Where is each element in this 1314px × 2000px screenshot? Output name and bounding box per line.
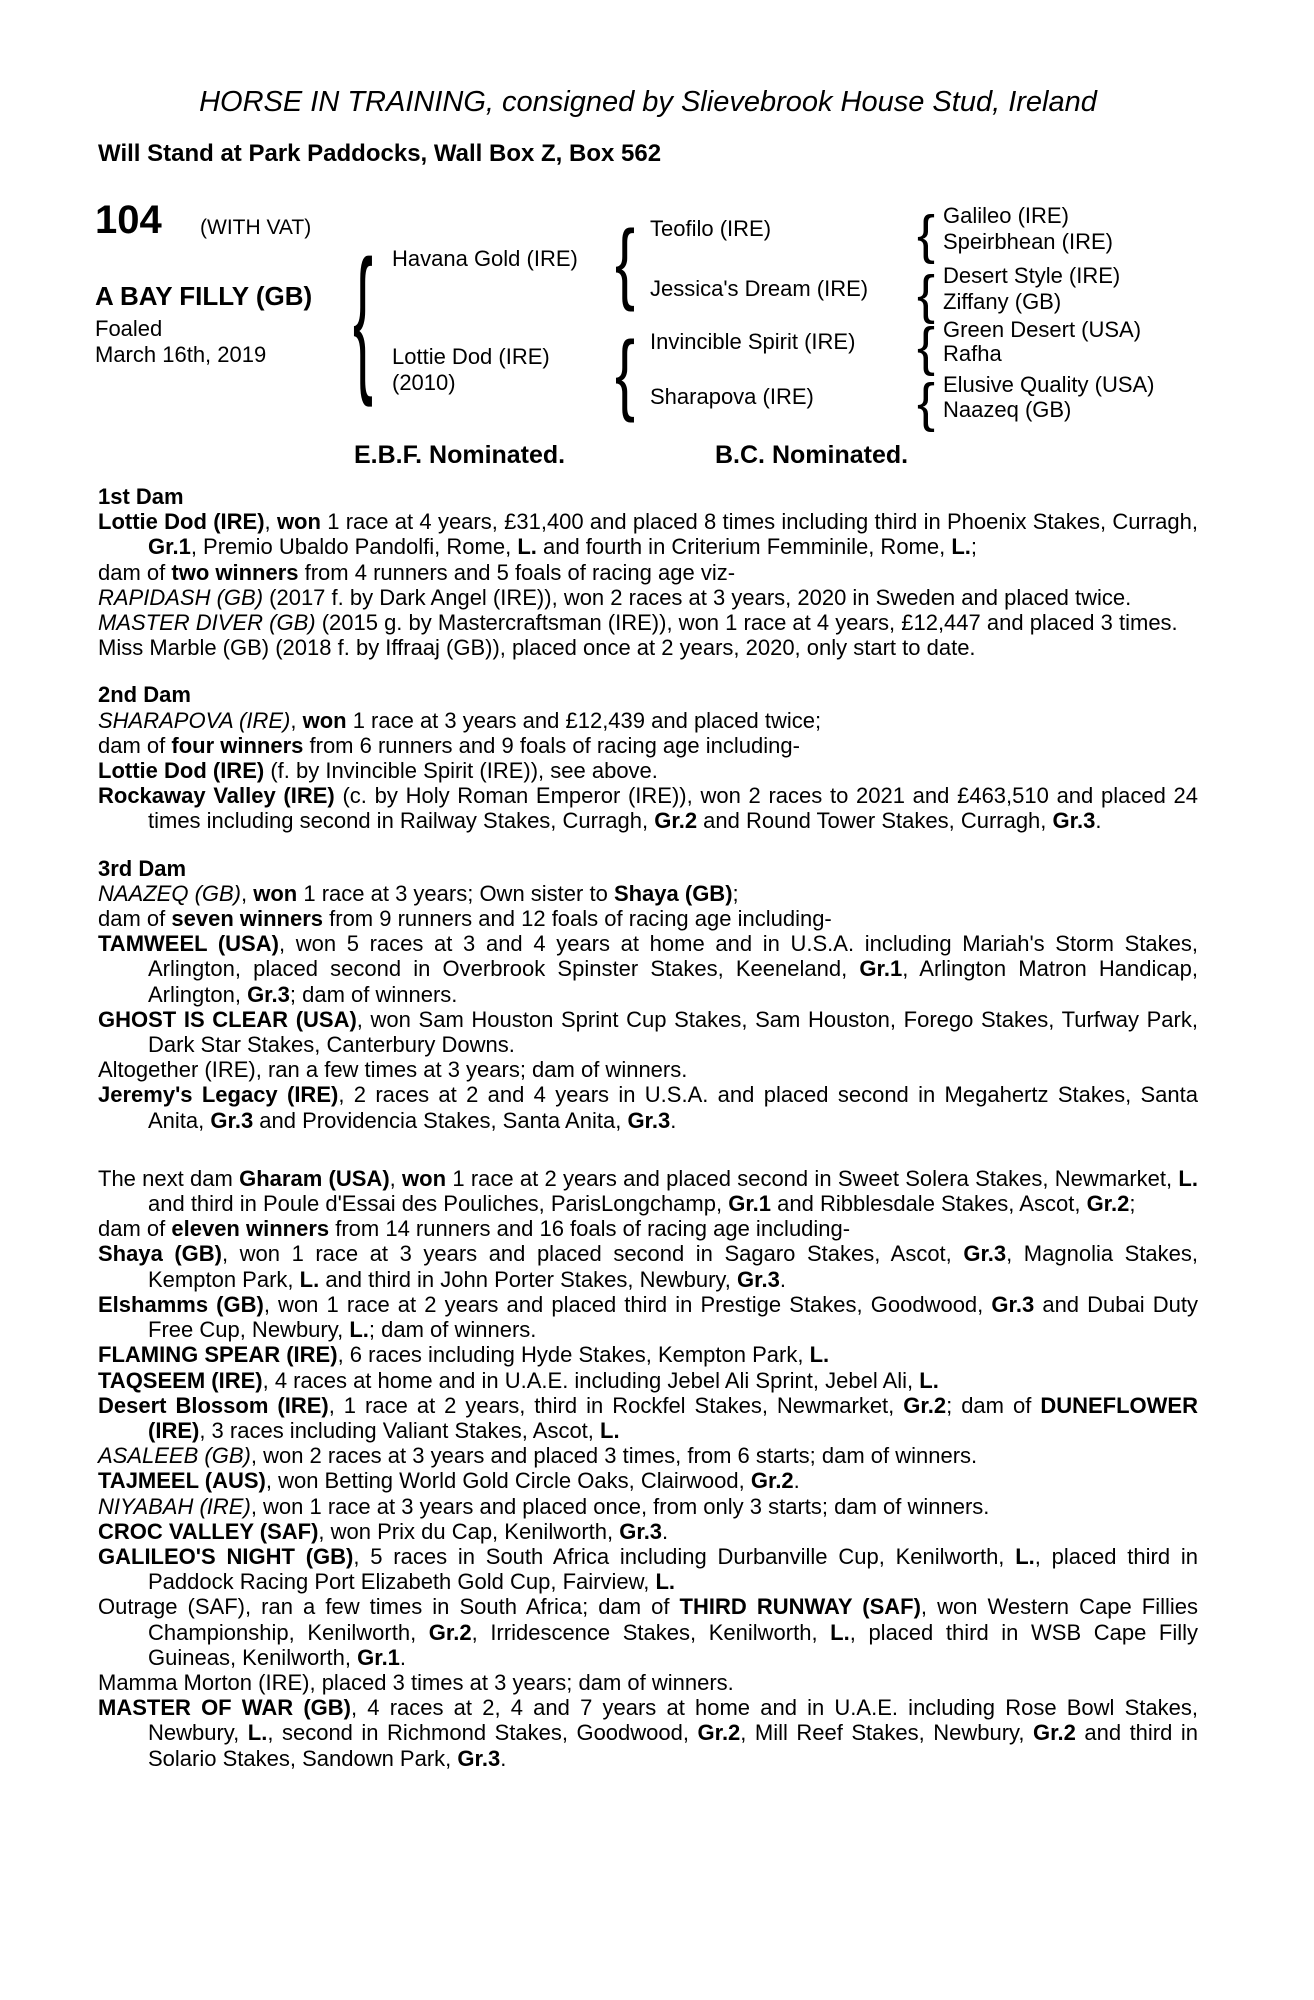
text-segment: from 4 runners and 5 foals of racing age viz- xyxy=(298,559,736,585)
text-segment: FLAMING SPEAR (IRE) xyxy=(98,1342,338,1368)
text-segment: , won Western Cape Fillies Championship, Kenilworth, xyxy=(148,1594,1199,1645)
pedigree-brace-gen3-icon: { xyxy=(916,205,936,265)
pedigree-paragraph xyxy=(98,783,1198,833)
pedigree-paragraph xyxy=(98,1241,1198,1291)
pedigree-gen2-name: Teofilo (IRE) xyxy=(650,216,772,241)
text-segment: L. xyxy=(1178,1165,1198,1191)
text-segment: , won 1 race at 3 years and placed second in Sagaro Stakes, Ascot, xyxy=(222,1241,964,1267)
pedigree-paragraph xyxy=(98,1594,1198,1670)
text-segment: and third in Solario Stakes, Sandown Park, xyxy=(148,1720,1198,1771)
pedigree-paragraph xyxy=(98,1082,1198,1132)
text-segment: ; dam of xyxy=(946,1392,1041,1418)
text-segment: , Arlington Matron Handicap, Arlington, xyxy=(148,956,1198,1007)
text-segment: Miss Marble (GB) (2018 f. by Iffraaj (GB)), placed once at 2 years, 2020, only start to date. xyxy=(98,635,976,661)
text-segment: , second in Richmond Stakes, Goodwood, xyxy=(267,1720,698,1746)
bc-nominated-label: B.C. Nominated. xyxy=(715,441,909,469)
text-segment: Gr.2 xyxy=(1086,1191,1130,1217)
text-segment: seven winners xyxy=(171,906,324,932)
pedigree-paragraph xyxy=(98,733,1198,758)
text-segment: Gr.1 xyxy=(728,1191,772,1217)
pedigree-paragraph xyxy=(98,585,1198,610)
text-segment: GHOST IS CLEAR (USA) xyxy=(98,1006,357,1032)
text-segment: 1 race at 3 years and £12,439 and placed twice; xyxy=(346,707,822,733)
pedigree-brace-gen3-icon: { xyxy=(916,373,936,433)
text-segment: Desert Blossom (IRE) xyxy=(98,1392,329,1418)
text-segment: MASTER DIVER (GB) xyxy=(98,610,316,636)
pedigree-gen3-name: Naazeq (GB) xyxy=(943,397,1072,422)
text-segment: GALILEO'S NIGHT (GB) xyxy=(98,1543,354,1569)
text-segment: and third in John Porter Stakes, Newbury, xyxy=(319,1266,737,1292)
text-segment: L. xyxy=(809,1342,830,1368)
text-segment: Gr.3 xyxy=(457,1745,501,1771)
text-segment: two winners xyxy=(171,559,299,585)
text-segment: , xyxy=(290,707,303,733)
text-segment: won xyxy=(276,509,321,535)
text-segment: dam of xyxy=(98,732,172,758)
pedigree-paragraph xyxy=(98,881,1198,906)
pedigree-dam-name: Lottie Dod (IRE) xyxy=(392,344,550,369)
pedigree-paragraph xyxy=(98,1468,1198,1493)
text-segment: Gr.3 xyxy=(627,1107,671,1133)
text-segment: L. xyxy=(1015,1543,1035,1569)
pedigree-paragraph xyxy=(98,1007,1198,1057)
text-segment: L. xyxy=(299,1266,320,1292)
text-segment: Outrage (SAF), ran a few times in South Africa; dam of xyxy=(98,1594,680,1620)
pedigree-brace-sire-icon: { xyxy=(614,212,636,313)
pedigree-gen2-name: Invincible Spirit (IRE) xyxy=(650,329,856,354)
text-segment: , won Prix du Cap, Kenilworth, xyxy=(318,1518,620,1544)
text-segment: , 3 races including Valiant Stakes, Ascot, xyxy=(199,1417,601,1443)
lot-vat-note: (WITH VAT) xyxy=(200,216,312,239)
text-segment: and fourth in Criterium Femminile, Rome, xyxy=(536,534,952,560)
text-segment: , 1 race at 2 years, third in Rockfel Stakes, Newmarket, xyxy=(328,1392,904,1418)
text-segment: Gr.2 xyxy=(750,1468,794,1494)
pedigree-paragraph xyxy=(98,635,1198,660)
text-segment: L. xyxy=(349,1317,369,1343)
foaled-date: March 16th, 2019 xyxy=(95,342,267,367)
pedigree-paragraph xyxy=(98,1544,1198,1594)
text-segment: L. xyxy=(517,534,537,560)
text-segment: from 9 runners and 12 foals of racing age including- xyxy=(323,906,832,932)
text-segment: Gr.2 xyxy=(654,808,698,834)
pedigree-brace-gen3-icon: { xyxy=(916,265,936,325)
text-segment: NAAZEQ (GB) xyxy=(98,880,242,906)
catalog-text xyxy=(98,484,1198,1771)
pedigree-gen3-name: Rafha xyxy=(943,341,1002,366)
stand-location-line: Will Stand at Park Paddocks, Wall Box Z, Box 562 xyxy=(98,140,662,167)
text-segment: from 6 runners and 9 foals of racing age including- xyxy=(303,732,800,758)
dam-section xyxy=(98,682,1198,833)
text-segment: . xyxy=(399,1644,407,1670)
text-segment: Lottie Dod (IRE) xyxy=(98,509,265,535)
text-segment: and Ribblesdale Stakes, Ascot, xyxy=(771,1191,1087,1217)
pedigree-paragraph xyxy=(98,1670,1198,1695)
text-segment: THIRD RUNWAY (SAF) xyxy=(679,1594,921,1620)
pedigree-sire: Havana Gold (IRE) xyxy=(392,246,578,271)
pedigree-brace-dam-icon: { xyxy=(614,323,636,424)
pedigree-paragraph xyxy=(98,1166,1198,1216)
pedigree-gen3-name: Galileo (IRE) xyxy=(943,203,1069,228)
pedigree-paragraph xyxy=(98,1393,1198,1443)
text-segment: Altogether (IRE), ran a few times at 3 years; dam of winners. xyxy=(98,1057,688,1083)
text-segment: (c. by Holy Roman Emperor (IRE)), won 2 races to 2021 and £463,510 and placed 24 times including second in Railway Stakes, Curragh, xyxy=(148,783,1198,834)
text-segment: , placed third in Paddock Racing Port Elizabeth Gold Cup, Fairview, xyxy=(148,1543,1199,1595)
text-segment: , 2 races at 2 and 4 years in U.S.A. and placed second in Megahertz Stakes, Santa Anita, xyxy=(148,1082,1198,1133)
text-segment: Shaya (GB) xyxy=(613,880,733,906)
pedigree-gen3-name: Elusive Quality (USA) xyxy=(943,372,1155,397)
text-segment: Gr.2 xyxy=(1033,1720,1076,1746)
text-segment: Mamma Morton (IRE), placed 3 times at 3 years; dam of winners. xyxy=(98,1669,734,1695)
text-segment: (2017 f. by Dark Angel (IRE)), won 2 races at 3 years, 2020 in Sweden and placed twice. xyxy=(263,584,1132,610)
text-segment: Gr.2 xyxy=(428,1619,472,1645)
pedigree-paragraph xyxy=(98,1443,1198,1468)
text-segment: (f. by Invincible Spirit (IRE)), see above. xyxy=(264,758,658,784)
text-segment: Gr.2 xyxy=(903,1392,947,1418)
pedigree-paragraph xyxy=(98,758,1198,783)
text-segment: , won Sam Houston Sprint Cup Stakes, Sam Houston, Forego Stakes, Turfway Park, Dark Star Stakes, Canterbury Downs. xyxy=(148,1006,1198,1058)
text-segment: and Round Tower Stakes, Curragh, xyxy=(697,808,1053,834)
pedigree-brace-gen1-icon: { xyxy=(352,227,374,409)
lot-number: 104 xyxy=(95,198,162,242)
text-segment: TAQSEEM (IRE) xyxy=(98,1367,263,1393)
pedigree-brace-gen3-icon: { xyxy=(916,317,936,377)
text-segment: Gr.3 xyxy=(991,1291,1035,1317)
text-segment: The next dam xyxy=(98,1165,240,1191)
text-segment: Gr.3 xyxy=(1052,808,1096,834)
text-segment: Gr.1 xyxy=(148,534,191,560)
text-segment: Gharam (USA) xyxy=(239,1165,390,1191)
text-segment: Gr.3 xyxy=(737,1266,780,1292)
section-heading: 1st Dam xyxy=(98,484,184,509)
text-segment: Elshamms (GB) xyxy=(98,1291,264,1317)
text-segment: TAJMEEL (AUS) xyxy=(98,1468,266,1494)
text-segment: , xyxy=(389,1165,403,1191)
pedigree-paragraph xyxy=(98,708,1198,733)
text-segment: 1 race at 4 years, £31,400 and placed 8 times including third in Phoenix Stakes, Curragh, xyxy=(320,509,1198,535)
text-segment: , xyxy=(264,509,277,535)
text-segment: . xyxy=(793,1468,800,1494)
text-segment: . xyxy=(1095,808,1102,834)
text-segment: L. xyxy=(600,1417,620,1443)
horse-name: A BAY FILLY (GB) xyxy=(95,281,313,311)
text-segment: and third in Poule d'Essai des Pouliches, ParisLongchamp, xyxy=(148,1191,729,1217)
text-segment: won xyxy=(402,1165,447,1191)
pedigree-paragraph xyxy=(98,1342,1198,1367)
pedigree-paragraph xyxy=(98,610,1198,635)
text-segment: DUNEFLOWER (IRE) xyxy=(148,1392,1198,1443)
text-segment: , 4 races at home and in U.A.E. including Jebel Ali Sprint, Jebel Ali, xyxy=(262,1367,920,1393)
text-segment: , xyxy=(241,880,254,906)
text-segment: Gr.1 xyxy=(859,956,903,982)
text-segment: (2015 g. by Mastercraftsman (IRE)), won 1 race at 4 years, £12,447 and placed 3 times. xyxy=(315,610,1178,636)
text-segment: , Premio Ubaldo Pandolfi, Rome, xyxy=(190,534,518,560)
foaled-label: Foaled xyxy=(95,316,163,341)
pedigree-paragraph xyxy=(98,509,1198,559)
text-segment: . xyxy=(662,1518,669,1544)
pedigree-gen3-name: Ziffany (GB) xyxy=(943,289,1062,314)
text-segment: won xyxy=(302,707,347,733)
text-segment: CROC VALLEY (SAF) xyxy=(98,1518,319,1544)
text-segment: . xyxy=(500,1745,507,1771)
section-heading: 3rd Dam xyxy=(98,855,187,881)
pedigree-gen2-name: Sharapova (IRE) xyxy=(650,384,814,409)
text-segment: NIYABAH (IRE) xyxy=(98,1493,251,1519)
pedigree-dam xyxy=(392,344,550,395)
text-segment: , placed third in WSB Cape Filly Guineas, Kenilworth, xyxy=(148,1619,1199,1670)
text-segment: , 5 races in South Africa including Durbanville Cup, Kenilworth, xyxy=(353,1543,1016,1569)
text-segment: , won 2 races at 3 years and placed 3 times, from 6 starts; dam of winners. xyxy=(250,1443,978,1469)
text-segment: from 14 runners and 16 foals of racing age including- xyxy=(329,1216,851,1242)
text-segment: won xyxy=(253,880,298,906)
text-segment: Jeremy's Legacy (IRE) xyxy=(98,1082,339,1108)
text-segment: MASTER OF WAR (GB) xyxy=(98,1695,351,1721)
pedigree-paragraph xyxy=(98,1368,1198,1393)
pedigree-gen3-name: Speirbhean (IRE) xyxy=(943,229,1113,254)
text-segment: Gr.3 xyxy=(210,1107,254,1133)
text-segment: Gr.2 xyxy=(697,1720,741,1746)
dam-section xyxy=(98,1166,1198,1771)
text-segment: , 6 races including Hyde Stakes, Kempton Park, xyxy=(337,1342,810,1368)
text-segment: L. xyxy=(919,1367,939,1393)
pedigree-gen2-name: Jessica's Dream (IRE) xyxy=(650,276,869,301)
text-segment: eleven winners xyxy=(171,1216,330,1242)
text-segment: and Providencia Stakes, Santa Anita, xyxy=(253,1107,628,1133)
pedigree-paragraph xyxy=(98,1695,1198,1771)
page-title: HORSE IN TRAINING, consigned by Slievebrook House Stud, Ireland xyxy=(199,86,1097,118)
pedigree-gen3-name: Green Desert (USA) xyxy=(943,317,1142,342)
text-segment: Gr.3 xyxy=(619,1518,663,1544)
text-segment: ; xyxy=(732,880,739,906)
text-segment: . xyxy=(670,1107,677,1133)
text-segment: , Irridescence Stakes, Kenilworth, xyxy=(471,1619,831,1645)
dam-section xyxy=(98,484,1198,660)
text-segment: , Mill Reef Stakes, Newbury, xyxy=(740,1720,1034,1746)
text-segment: 1 race at 2 years and placed second in Sweet Solera Stakes, Newmarket, xyxy=(446,1165,1179,1191)
text-segment: Lottie Dod (IRE) xyxy=(98,758,265,784)
text-segment: L. xyxy=(655,1569,676,1595)
pedigree-paragraph xyxy=(98,1292,1198,1342)
text-segment: SHARAPOVA (IRE) xyxy=(98,707,291,733)
text-segment: 1 race at 3 years; Own sister to xyxy=(297,880,614,906)
text-segment: L. xyxy=(830,1619,850,1645)
text-segment: dam of xyxy=(98,1216,172,1242)
text-segment: Gr.3 xyxy=(963,1241,1007,1267)
pedigree-paragraph xyxy=(98,1494,1198,1519)
pedigree-paragraph xyxy=(98,1216,1198,1241)
text-segment: , won Betting World Gold Circle Oaks, Clairwood, xyxy=(265,1468,751,1494)
pedigree-paragraph xyxy=(98,931,1198,1007)
text-segment: Gr.3 xyxy=(247,981,290,1007)
text-segment: dam of xyxy=(98,559,172,585)
pedigree-paragraph xyxy=(98,906,1198,931)
pedigree-dam-year: (2010) xyxy=(392,369,456,395)
section-heading: 2nd Dam xyxy=(98,682,191,708)
text-segment: Shaya (GB) xyxy=(98,1241,223,1267)
ebf-nominated-label: E.B.F. Nominated. xyxy=(354,441,566,469)
pedigree-paragraph xyxy=(98,560,1198,585)
text-segment: , 4 races at 2, 4 and 7 years at home and in U.A.E. including Rose Bowl Stakes, Newbury, xyxy=(148,1695,1198,1746)
text-segment: L. xyxy=(247,1720,268,1746)
text-segment: ; xyxy=(1129,1191,1136,1217)
text-segment: Gr.1 xyxy=(357,1644,400,1670)
pedigree-gen3-name: Desert Style (IRE) xyxy=(943,263,1121,288)
text-segment: ASALEEB (GB) xyxy=(98,1443,251,1469)
pedigree-paragraph xyxy=(98,1057,1198,1082)
text-segment: , won 5 races at 3 and 4 years at home and in U.S.A. including Mariah's Storm Stakes, Arlington, placed second in Overbrook Spinster Stakes, Keeneland, xyxy=(148,931,1199,982)
text-segment: and Dubai Duty Free Cup, Newbury, xyxy=(148,1291,1198,1343)
text-segment: four winners xyxy=(171,732,304,758)
text-segment: L. xyxy=(951,534,971,560)
text-segment: , won 1 race at 2 years and placed third in Prestige Stakes, Goodwood, xyxy=(263,1291,992,1317)
pedigree-paragraph xyxy=(98,1519,1198,1544)
text-segment: ; dam of winners. xyxy=(368,1317,537,1343)
text-segment: TAMWEEL (USA) xyxy=(98,931,279,957)
text-segment: Rockaway Valley (IRE) xyxy=(98,783,335,809)
dam-section xyxy=(98,856,1198,1133)
text-segment: ; xyxy=(970,534,978,560)
text-segment: . xyxy=(779,1266,786,1292)
text-segment: , Magnolia Stakes, Kempton Park, xyxy=(148,1241,1198,1292)
text-segment: RAPIDASH (GB) xyxy=(98,584,264,610)
text-segment: ; dam of winners. xyxy=(289,981,458,1007)
text-segment: dam of xyxy=(98,906,172,932)
text-segment: , won 1 race at 3 years and placed once, from only 3 starts; dam of winners. xyxy=(250,1493,990,1519)
